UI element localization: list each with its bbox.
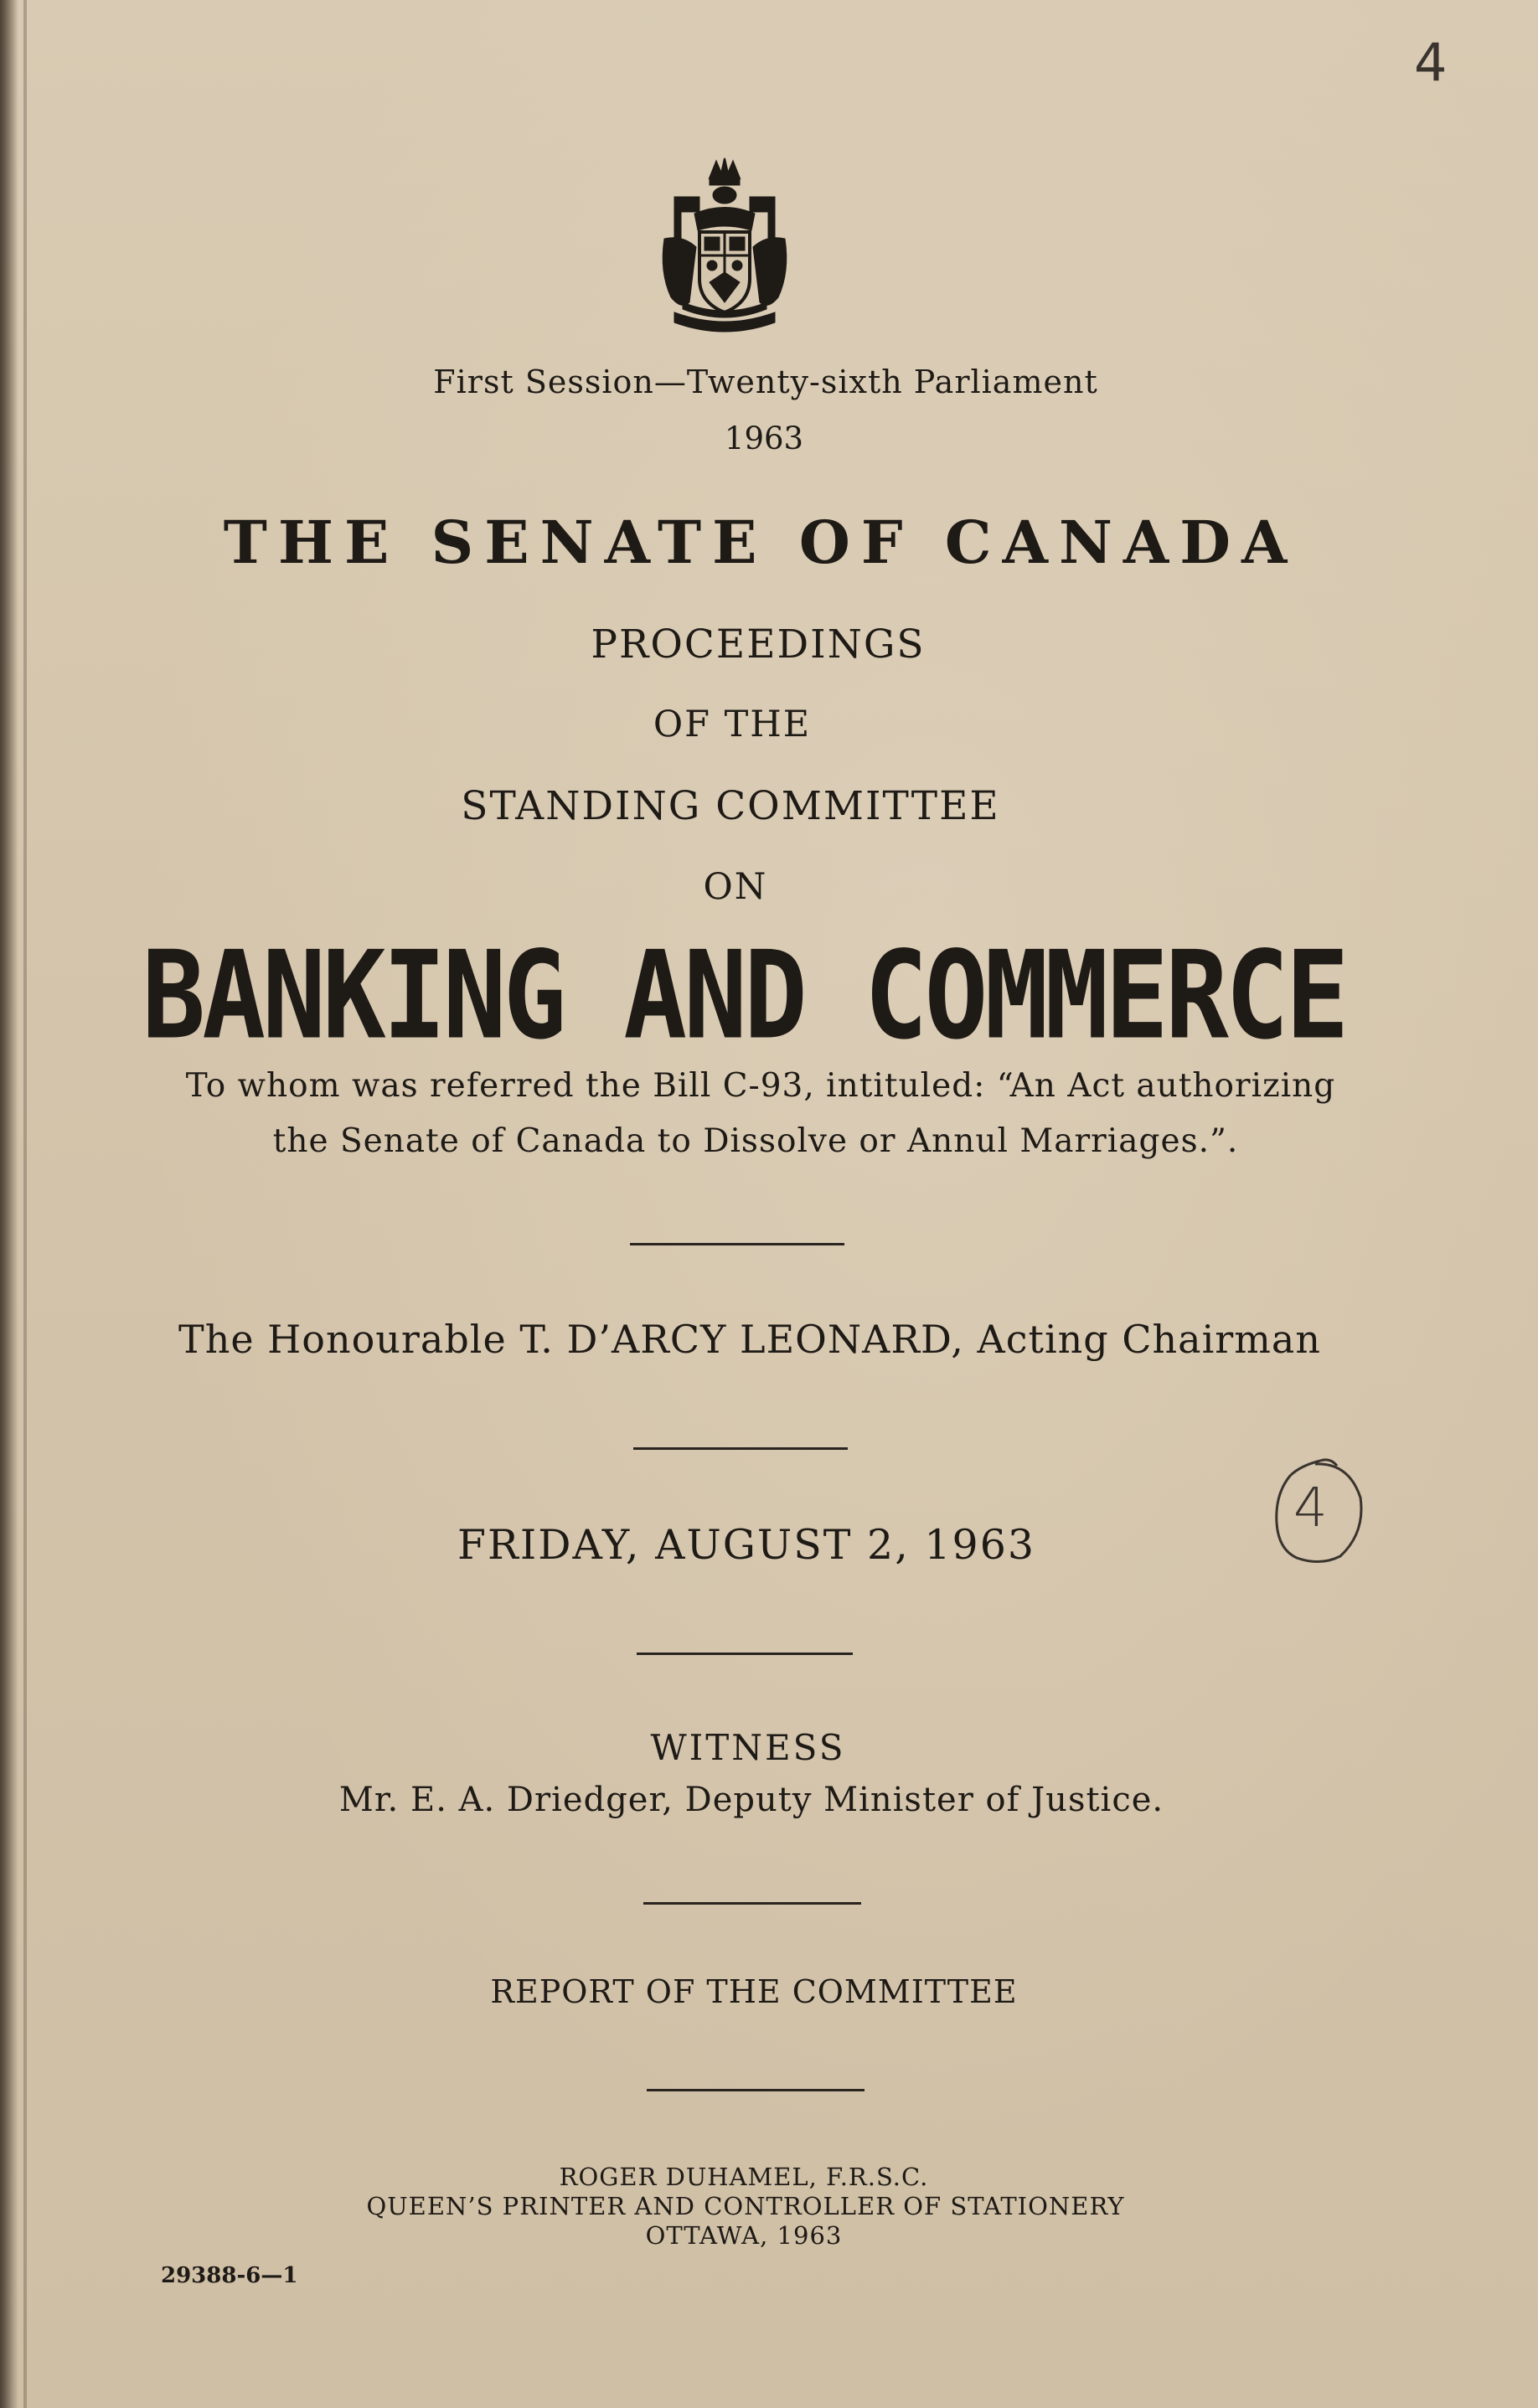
- handwritten-page-number: 4: [1414, 32, 1448, 93]
- divider: [643, 1902, 861, 1905]
- committee-name: BANKING AND COMMERCE: [142, 925, 1346, 1067]
- catalogue-number: 29388-6—1: [161, 2263, 298, 2288]
- divider: [633, 1447, 848, 1450]
- year-line: 1963: [724, 420, 804, 456]
- printer-title: QUEEN’S PRINTER AND CONTROLLER OF STATIONERY: [366, 2192, 1125, 2220]
- referral-line-1: To whom was referred the Bill C-93, intituled: “An Act authorizing: [185, 1067, 1336, 1105]
- printer-place: OTTAWA, 1963: [645, 2221, 843, 2250]
- committee-heading: STANDING COMMITTEE: [461, 783, 1000, 829]
- referral-line-2: the Senate of Canada to Dissolve or Annul Marriages.”.: [272, 1122, 1239, 1160]
- report-heading: REPORT OF THE COMMITTEE: [490, 1973, 1018, 2010]
- circled-annotation: [1272, 1456, 1365, 1566]
- witness-heading: WITNESS: [650, 1727, 846, 1768]
- divider: [630, 1243, 844, 1245]
- page-title: THE SENATE OF CANADA: [223, 508, 1298, 577]
- chairman-line: The Honourable T. D’ARCY LEONARD, Acting Chairman: [178, 1317, 1321, 1362]
- meeting-date: FRIDAY, AUGUST 2, 1963: [457, 1521, 1036, 1569]
- binding-edge: [0, 0, 18, 2408]
- divider: [647, 2089, 864, 2091]
- circled-number: 4: [1293, 1477, 1328, 1539]
- on-line: ON: [703, 866, 768, 908]
- printer-name: ROGER DUHAMEL, F.R.S.C.: [559, 2163, 929, 2191]
- binding-shadow: [23, 0, 27, 2408]
- divider: [637, 1653, 853, 1655]
- of-the-line: OF THE: [653, 704, 812, 745]
- session-line: First Session—Twenty-sixth Parliament: [433, 364, 1098, 400]
- proceedings-heading: PROCEEDINGS: [591, 621, 926, 668]
- witness-name: Mr. E. A. Driedger, Deputy Minister of Justice.: [338, 1781, 1164, 1819]
- coat-of-arms-icon: [658, 155, 792, 335]
